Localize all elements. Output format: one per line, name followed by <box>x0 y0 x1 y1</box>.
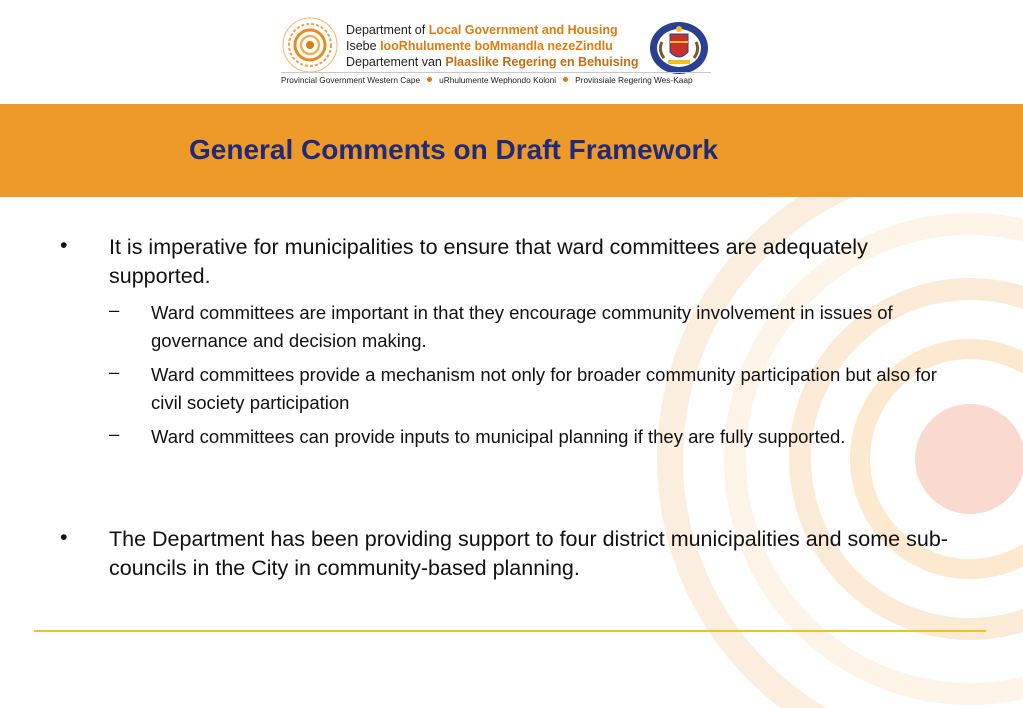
bullet-text: It is imperative for municipalities to ensure that ward committees are adequately supported. <box>109 235 868 288</box>
western-cape-logo-icon <box>281 16 339 74</box>
bottom-divider <box>34 630 986 632</box>
bullet-marker: • <box>60 525 68 549</box>
department-name: Department of Local Government and Housing Isebe IooRhulumente boMmandla nezeZindlu Departement van Plaaslike Regering en Behuising <box>346 23 639 69</box>
dept-name-en: Local Government and Housing <box>428 23 618 37</box>
coat-of-arms-icon <box>648 20 710 76</box>
sub-bullet-marker: – <box>109 361 120 382</box>
sub-bullet-text: Ward committees are important in that they encourage community involvement in issues of governance and decision making. <box>151 302 893 351</box>
page-header <box>0 0 1023 104</box>
bullet-text: The Department has been providing support to four district municipalities and some sub-councils in the City in community-based planning. <box>109 527 948 580</box>
dept-name-xh: IooRhulumente boMmandla nezeZindlu <box>380 39 613 53</box>
sub-bullet-marker: – <box>109 423 120 444</box>
dept-name-af: Plaaslike Regering en Behuising <box>445 55 639 69</box>
slide-title: General Comments on Draft Framework <box>189 134 719 165</box>
sub-bullet-marker: – <box>109 299 120 320</box>
header-divider <box>281 72 711 73</box>
sub-bullet-text: Ward committees can provide inputs to municipal planning if they are fully supported. <box>151 426 846 447</box>
sub-bullet-text: Ward committees provide a mechanism not only for broader community participation but also for civil society participation <box>151 364 937 413</box>
bullet-marker: • <box>60 233 68 257</box>
government-names: Provincial Government Western Cape uRhulumente Wephondo Koloni Provinsiale Regering Wes-Kaap <box>281 75 693 85</box>
